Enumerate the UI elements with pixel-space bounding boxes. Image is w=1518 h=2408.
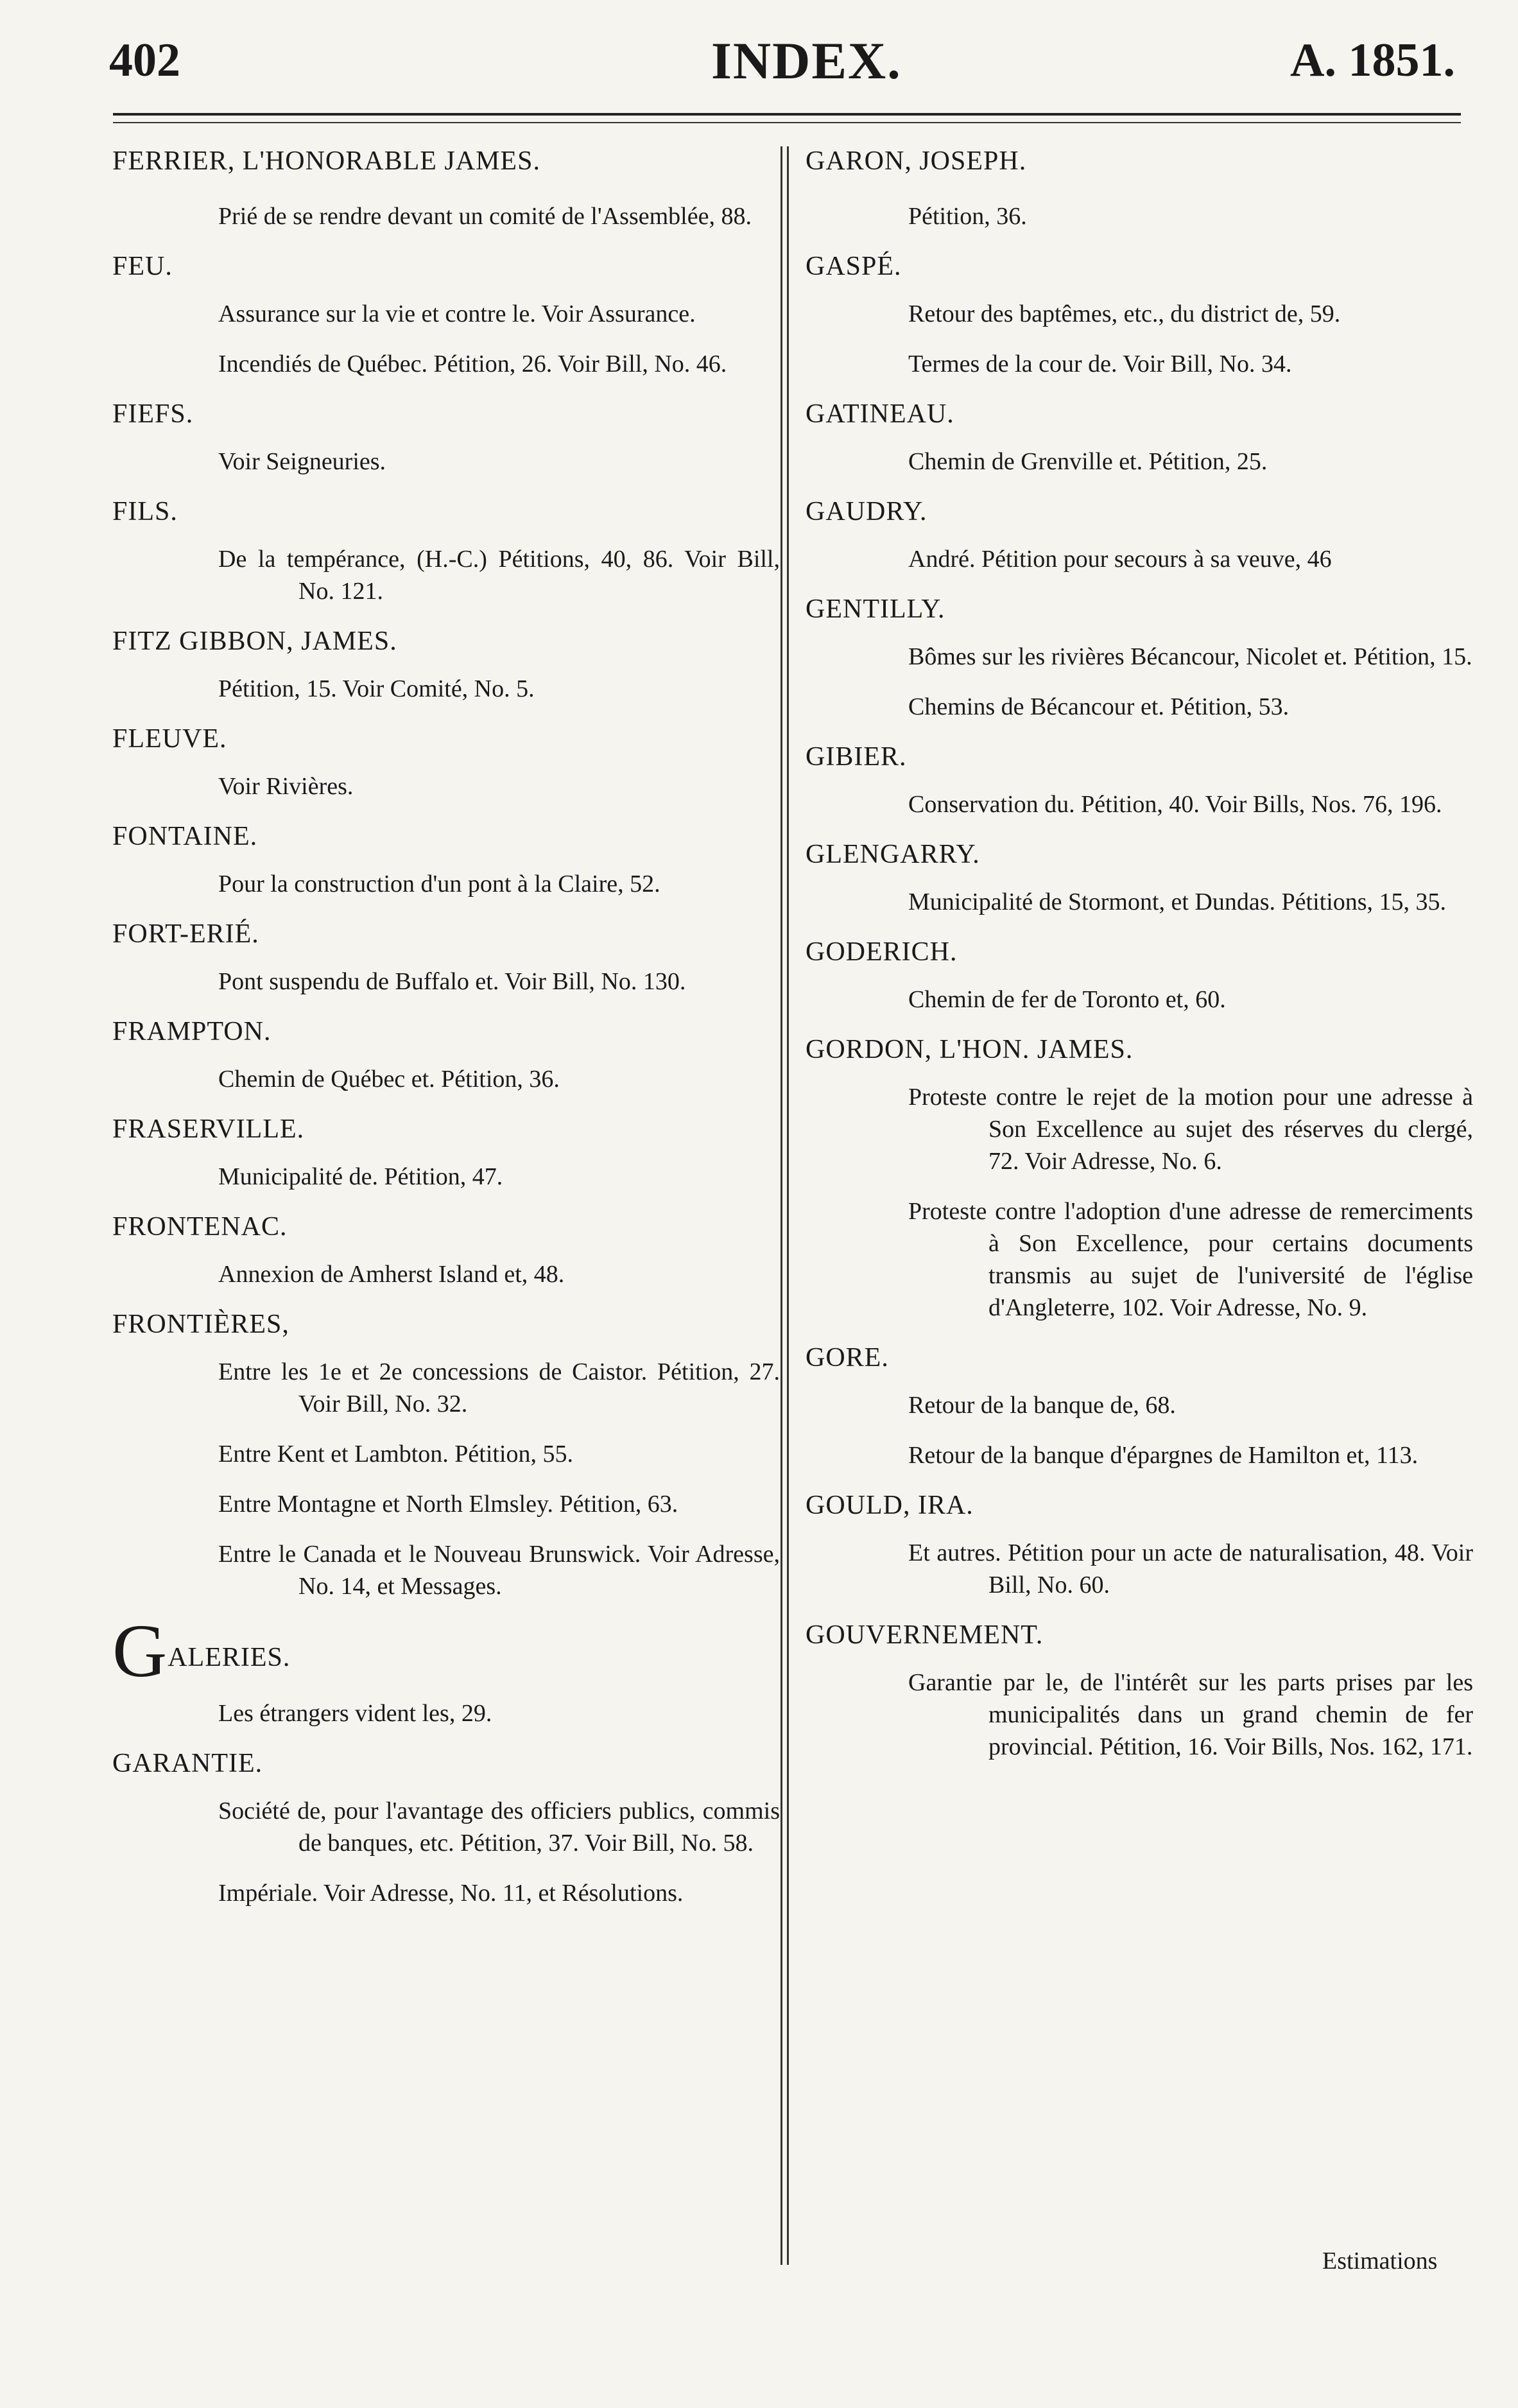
index-entry: Chemin de Québec et. Pétition, 36. (218, 1066, 560, 1093)
index-heading (806, 496, 1473, 528)
index-entry: Pour la construction d'un pont à la Claire, 52. (218, 871, 660, 897)
index-entry: Assurance sur la vie et contre le. Voir Assurance. (218, 300, 696, 327)
index-entry: Entre le Canada et le Nouveau Brunswick. Voir Adresse, No. 14, et Messages. (218, 1541, 780, 1600)
index-entry: Pont suspendu de Buffalo et. Voir Bill, No. 130. (218, 968, 686, 995)
heading-text: GAUDRY. (806, 497, 927, 526)
index-entry: Retour de la banque de, 68. (908, 1392, 1176, 1419)
heading-text: FRASERVILLE. (112, 1114, 305, 1144)
index-entry: Société de, pour l'avantage des officiers publics, commis de banques, etc. Pétition, 37. Voir Bill, No. 58. (218, 1797, 780, 1857)
index-heading (112, 1211, 780, 1243)
index-entry: Incendiés de Québec. Pétition, 26. Voir Bill, No. 46. (218, 351, 727, 377)
heading-text: GOULD, IRA. (806, 1491, 974, 1520)
heading-text: ALERIES. (168, 1643, 291, 1672)
index-entry: Proteste contre le rejet de la motion pour une adresse à Son Excellence au sujet des réserves du clergé, 72. Voir Adresse, No. 6. (908, 1084, 1473, 1175)
heading-text: GARANTIE. (112, 1749, 263, 1778)
heading-text: FRONTENAC. (112, 1212, 288, 1242)
index-entry: Garantie par le, de l'intérêt sur les parts prises par les municipalités dans un grand chemin de fer provincial. Pétition, 16. Voir Bills, Nos. 162, 171. (908, 1669, 1473, 1760)
index-heading (806, 398, 1473, 430)
heading-text: GASPÉ. (806, 252, 902, 281)
right-column (799, 145, 1473, 1778)
index-entry: Chemin de Grenville et. Pétition, 25. (908, 448, 1268, 475)
index-entry: Entre Montagne et North Elmsley. Pétition, 63. (218, 1491, 678, 1518)
index-entry: Municipalité de. Pétition, 47. (218, 1163, 503, 1190)
index-entry: Termes de la cour de. Voir Bill, No. 34. (908, 351, 1292, 377)
index-heading (806, 1034, 1473, 1066)
index-heading (806, 936, 1473, 968)
index-heading (112, 1747, 780, 1780)
index-heading (806, 1619, 1473, 1651)
left-column (106, 145, 780, 1925)
heading-text: FERRIER, L'HONORABLE JAMES. (112, 146, 540, 176)
index-entry: Les étrangers vident les, 29. (218, 1700, 492, 1727)
index-entry: Retour de la banque d'épargnes de Hamilton et, 113. (908, 1442, 1419, 1469)
heading-text: FRONTIÈRES, (112, 1310, 289, 1339)
index-heading (112, 145, 780, 177)
index-entry: Pétition, 36. (908, 203, 1027, 230)
index-entry: Voir Rivières. (218, 773, 354, 800)
heading-text: GARON, JOSEPH. (806, 146, 1027, 176)
heading-text: FONTAINE. (112, 822, 258, 851)
index-heading (806, 741, 1473, 773)
index-heading (806, 1342, 1473, 1374)
drop-cap: G (112, 1609, 168, 1693)
heading-text: FLEUVE. (112, 724, 227, 754)
index-heading (112, 1609, 780, 1693)
index-entry: Bômes sur les rivières Bécancour, Nicolet et. Pétition, 15. (908, 643, 1472, 670)
heading-text: FIEFS. (112, 399, 194, 429)
heading-text: FITZ GIBBON, JAMES. (112, 627, 397, 656)
column-divider (787, 146, 789, 2265)
index-heading (112, 625, 780, 657)
index-entry: Et autres. Pétition pour un acte de naturalisation, 48. Voir Bill, No. 60. (908, 1539, 1473, 1598)
heading-text: GENTILLY. (806, 594, 945, 624)
index-entry: Annexion de Amherst Island et, 48. (218, 1261, 565, 1288)
index-entry: Entre les 1e et 2e concessions de Caistor. Pétition, 27. Voir Bill, No. 32. (218, 1358, 780, 1417)
index-entry: Chemins de Bécancour et. Pétition, 53. (908, 693, 1289, 720)
index-entry: Conservation du. Pétition, 40. Voir Bills, Nos. 76, 196. (908, 791, 1442, 818)
index-heading (112, 398, 780, 430)
index-heading (112, 496, 780, 528)
heading-text: FEU. (112, 252, 173, 281)
header-rule-thin (113, 122, 1461, 123)
index-entry: Prié de se rendre devant un comité de l'Assemblée, 88. (218, 203, 752, 230)
index-entry: André. Pétition pour secours à sa veuve, 46 (908, 546, 1332, 573)
year-label: A. 1851. (1290, 34, 1455, 87)
header-rule-thick (113, 113, 1461, 116)
index-entry: Retour des baptêmes, etc., du district de, 59. (908, 300, 1341, 327)
page-title: INDEX. (711, 31, 902, 90)
heading-text: GODERICH. (806, 937, 958, 967)
index-heading (112, 918, 780, 950)
index-heading (112, 1016, 780, 1048)
index-entry: Municipalité de Stormont, et Dundas. Pétitions, 15, 35. (908, 888, 1447, 915)
index-entry: Chemin de fer de Toronto et, 60. (908, 986, 1226, 1013)
heading-text: GORE. (806, 1343, 889, 1373)
heading-text: GLENGARRY. (806, 840, 980, 869)
index-entry: Proteste contre l'adoption d'une adresse de remerciments à Son Excellence, pour certains documents transmis au sujet de l'université de l'église d'Angleterre, 102. Voir Adresse, No. 9. (908, 1198, 1473, 1321)
index-entry: Voir Seigneuries. (218, 448, 386, 475)
index-entry: Pétition, 15. Voir Comité, No. 5. (218, 675, 535, 702)
heading-text: GATINEAU. (806, 399, 954, 429)
index-heading (806, 593, 1473, 625)
index-entry: Entre Kent et Lambton. Pétition, 55. (218, 1441, 574, 1468)
heading-text: FRAMPTON. (112, 1017, 272, 1046)
heading-text: GORDON, L'HON. JAMES. (806, 1035, 1134, 1064)
index-heading (806, 145, 1473, 177)
index-heading (112, 723, 780, 755)
index-heading (806, 1489, 1473, 1521)
heading-text: GIBIER. (806, 742, 907, 772)
page-number: 402 (109, 34, 180, 87)
page-header (0, 0, 1518, 116)
index-heading (806, 838, 1473, 871)
index-heading (112, 250, 780, 282)
index-entry: De la tempérance, (H.-C.) Pétitions, 40, 86. Voir Bill, No. 121. (218, 546, 780, 605)
catchword: Estimations (1322, 2248, 1438, 2274)
index-heading (112, 820, 780, 853)
column-divider (781, 146, 782, 2265)
index-entry: Impériale. Voir Adresse, No. 11, et Résolutions. (218, 1880, 684, 1907)
heading-text: FILS. (112, 497, 178, 526)
heading-text: GOUVERNEMENT. (806, 1620, 1044, 1650)
index-heading (112, 1308, 780, 1340)
heading-text: FORT-ERIÉ. (112, 919, 259, 949)
index-heading (806, 250, 1473, 282)
index-heading (112, 1113, 780, 1145)
